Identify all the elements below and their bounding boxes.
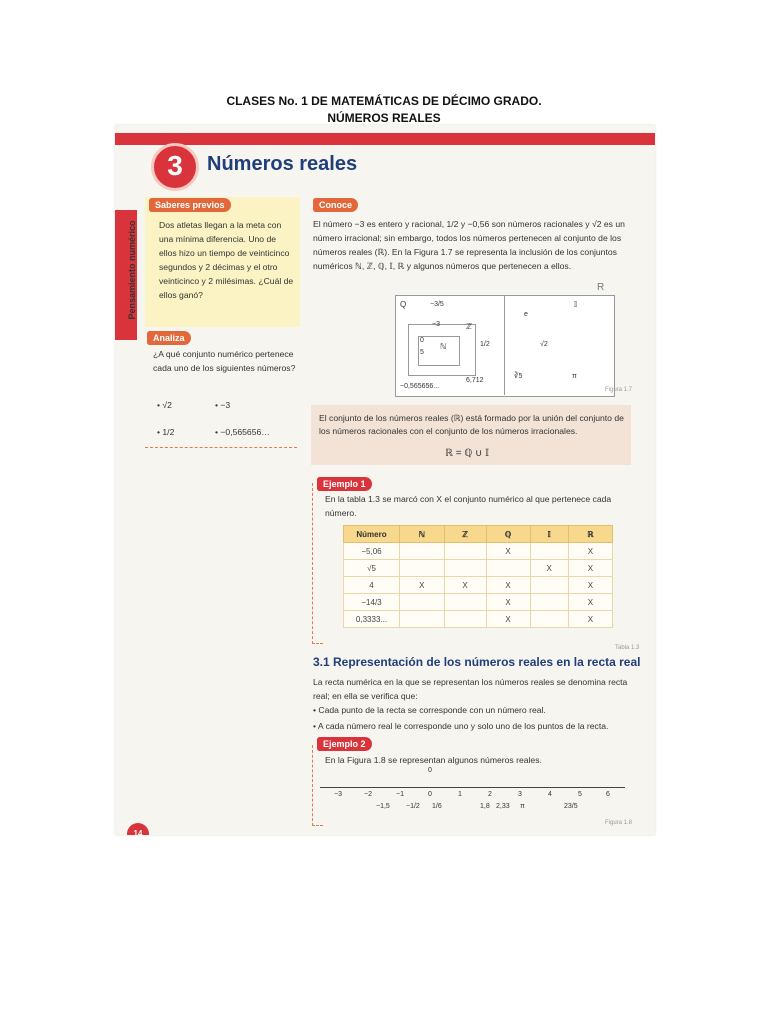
conoce-text: El número −3 es entero y racional, 1/2 y −0,56 son números racionales y √2 es un número irracional; sin embargo, todos los números pertenecen al conjunto de los números reales (ℝ). En la Figura 1.7 se representa la inclusión de los conjuntos numéricos ℕ, ℤ, ℚ, 𝕀, ℝ y algunos números que pertenecen a ellos. bbox=[313, 219, 625, 271]
sets-table bbox=[343, 525, 613, 628]
venn-value: 0 bbox=[420, 337, 424, 344]
table-cell: X bbox=[486, 543, 530, 560]
table-cell: X bbox=[568, 560, 612, 577]
table-cell bbox=[400, 560, 445, 577]
table-cell: X bbox=[568, 577, 612, 594]
venn-value: ∛5 bbox=[514, 373, 523, 380]
table-row bbox=[344, 560, 613, 577]
numline-tick: 3 bbox=[518, 791, 522, 798]
table-cell bbox=[400, 611, 445, 628]
document-title: CLASES No. 1 DE MATEMÁTICAS DE DÉCIMO GRADO. bbox=[226, 94, 542, 108]
numline-tick: −1 bbox=[396, 791, 404, 798]
numline-label-bottom: 23/5 bbox=[564, 803, 578, 810]
numline-caption: Figura 1.8 bbox=[605, 820, 633, 826]
document-subtitle: NÚMEROS REALES bbox=[327, 111, 441, 125]
table-cell: X bbox=[568, 543, 612, 560]
table-cell: −5,06 bbox=[344, 543, 400, 560]
table-header: ℚ bbox=[486, 526, 530, 543]
analiza-item: • −0,565656… bbox=[215, 427, 270, 437]
subsection-title: 3.1 Representación de los números reales en la recta real bbox=[313, 655, 641, 669]
numline-label-bottom: −1/2 bbox=[406, 803, 420, 810]
numline-tick: 6 bbox=[606, 791, 610, 798]
table-cell bbox=[530, 543, 568, 560]
numline-tick: −3 bbox=[334, 791, 342, 798]
table-cell: X bbox=[530, 560, 568, 577]
numline-label-top: 0 bbox=[428, 767, 432, 774]
table-cell: X bbox=[486, 577, 530, 594]
set-label-z: ℤ bbox=[466, 322, 472, 331]
numline-label-bottom: 1/6 bbox=[432, 803, 442, 810]
analiza-text: ¿A qué conjunto numérico pertenece cada uno de los siguientes números? bbox=[153, 349, 296, 373]
venn-value: 6,712 bbox=[466, 377, 484, 384]
table-cell: 4 bbox=[344, 577, 400, 594]
set-label-n: ℕ bbox=[440, 342, 447, 351]
analiza-tag: Analiza bbox=[147, 331, 191, 345]
side-label: Pensamiento numérico bbox=[127, 220, 137, 320]
numline-tick: 2 bbox=[488, 791, 492, 798]
numline-label-bottom: 2,33 bbox=[496, 803, 510, 810]
natural-set bbox=[418, 336, 460, 366]
ejemplo2-text: En la Figura 1.8 se representan algunos números reales. bbox=[325, 755, 542, 765]
table-row bbox=[344, 611, 613, 628]
venn-diagram bbox=[395, 295, 615, 397]
number-line bbox=[320, 767, 625, 820]
section-number: 3 bbox=[151, 143, 199, 191]
venn-value: −0,565656... bbox=[400, 383, 440, 390]
table-cell bbox=[400, 543, 445, 560]
table-cell bbox=[400, 594, 445, 611]
numline-tick: 5 bbox=[578, 791, 582, 798]
saberes-tag: Saberes previos bbox=[149, 198, 231, 212]
ejemplo1-tag: Ejemplo 1 bbox=[317, 477, 372, 491]
table-header-row bbox=[344, 526, 613, 543]
saberes-text: Dos atletas llegan a la meta con una mínima diferencia. Uno de ellos hizo un tiempo de veinticinco segundos y 2 décimas y el otro veinticinco y 2 milésimas. ¿Cuál de ellos ganó? bbox=[159, 220, 294, 300]
table-cell: X bbox=[486, 594, 530, 611]
table-cell bbox=[530, 594, 568, 611]
table-row bbox=[344, 594, 613, 611]
book-page-image bbox=[115, 125, 655, 835]
ejemplo1-border bbox=[312, 483, 323, 644]
numline-label-bottom: π bbox=[520, 803, 525, 810]
table-cell bbox=[444, 611, 486, 628]
subsection-bullet: • Cada punto de la recta se corresponde con un número real. bbox=[313, 705, 546, 715]
table-row bbox=[344, 543, 613, 560]
venn-value: −3 bbox=[432, 321, 440, 328]
venn-value: −3/5 bbox=[430, 301, 444, 308]
numline-tick: −2 bbox=[364, 791, 372, 798]
definition-formula: ℝ = ℚ ∪ 𝕀 bbox=[445, 448, 489, 459]
venn-value: √2 bbox=[540, 341, 548, 348]
table-row bbox=[344, 577, 613, 594]
venn-value: π bbox=[572, 373, 577, 380]
section-title: Números reales bbox=[207, 153, 358, 175]
table-cell bbox=[444, 594, 486, 611]
table-header: ℕ bbox=[400, 526, 445, 543]
set-label-q: Q bbox=[400, 300, 407, 309]
figure-caption: Figura 1.7 bbox=[605, 387, 633, 393]
analiza-item: • √2 bbox=[157, 400, 172, 410]
table-cell bbox=[530, 611, 568, 628]
analiza-item: • −3 bbox=[215, 400, 231, 410]
numline-tick: 1 bbox=[458, 791, 462, 798]
table-cell: X bbox=[568, 594, 612, 611]
venn-value: e bbox=[524, 311, 528, 318]
venn-value: 1/2 bbox=[480, 341, 490, 348]
numline-tick: 4 bbox=[548, 791, 552, 798]
table-cell: X bbox=[400, 577, 445, 594]
numline-tick: 0 bbox=[428, 791, 432, 798]
venn-value: 5 bbox=[420, 349, 424, 356]
table-cell bbox=[486, 560, 530, 577]
ejemplo1-text: En la tabla 1.3 se marcó con X el conjunto numérico al que pertenece cada número. bbox=[325, 494, 612, 518]
table-cell: √5 bbox=[344, 560, 400, 577]
table-cell: −14/3 bbox=[344, 594, 400, 611]
subsection-bullet: • A cada número real le corresponde uno y solo uno de los puntos de la recta. bbox=[313, 721, 609, 731]
numline-label-bottom: 1,8 bbox=[480, 803, 490, 810]
numline-label-bottom: −1,5 bbox=[376, 803, 390, 810]
conoce-tag: Conoce bbox=[313, 198, 358, 212]
table-cell: X bbox=[486, 611, 530, 628]
table-cell bbox=[444, 560, 486, 577]
table-header: Número bbox=[344, 526, 400, 543]
analiza-item: • 1/2 bbox=[157, 427, 175, 437]
table-header: ℝ bbox=[568, 526, 612, 543]
table-caption: Tabla 1.3 bbox=[615, 645, 640, 651]
table-header: 𝕀 bbox=[530, 526, 568, 543]
set-label-r: R bbox=[597, 282, 605, 293]
page-number: 14 bbox=[127, 823, 149, 835]
table-cell bbox=[530, 577, 568, 594]
definition-text: El conjunto de los números reales (ℝ) está formado por la unión del conjunto de los números racionales con el conjunto de los números irracionales. bbox=[319, 413, 624, 436]
table-cell: X bbox=[568, 611, 612, 628]
set-label-i: 𝕀 bbox=[574, 300, 578, 309]
table-cell bbox=[444, 543, 486, 560]
header-bar bbox=[115, 133, 655, 145]
table-cell: X bbox=[444, 577, 486, 594]
table-cell: 0,3333... bbox=[344, 611, 400, 628]
ejemplo2-tag: Ejemplo 2 bbox=[317, 737, 372, 751]
table-header: ℤ bbox=[444, 526, 486, 543]
subsection-intro: La recta numérica en la que se representan los números reales se denomina recta real; en ella se verifica que: bbox=[313, 677, 628, 701]
